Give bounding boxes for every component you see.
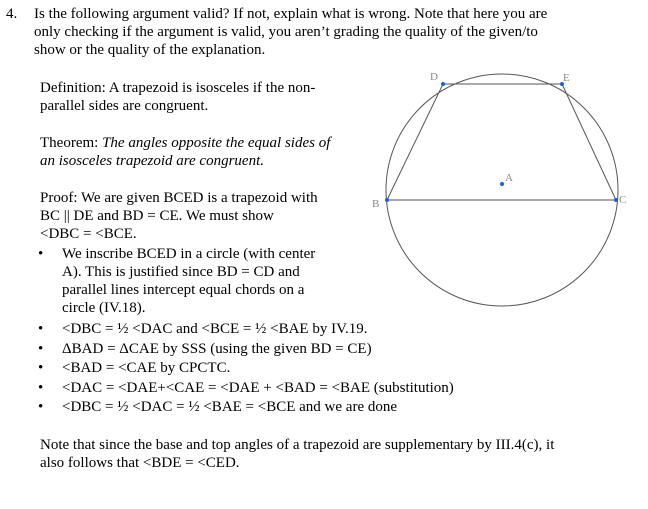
label-b: B — [372, 198, 380, 210]
bullet-1-line-3: parallel lines intercept equal chords on a — [62, 282, 305, 298]
theorem-statement-2: an isosceles trapezoid are congruent. — [40, 153, 264, 169]
bullet-5: <DAC = <DAE+<CAE = <DAE + <BAD = <BAE (substitution) — [62, 380, 454, 396]
label-d: D — [430, 71, 438, 83]
bullet-marker-5: • — [38, 380, 44, 396]
bullet-1-line-4: circle (IV.18). — [62, 300, 146, 316]
problem-number: 4. — [6, 6, 18, 22]
bullet-marker-2: • — [38, 321, 44, 337]
point-c — [614, 198, 618, 202]
definition-line-2: parallel sides are congruent. — [40, 98, 209, 114]
proof-line-3: <DBC = <BCE. — [40, 226, 137, 242]
label-e: E — [563, 72, 570, 84]
bullet-4: <BAD = <CAE by CPCTC. — [62, 360, 231, 376]
bullet-2: <DBC = ½ <DAC and <BCE = ½ <BAE by IV.19. — [62, 321, 368, 337]
bullet-marker-4: • — [38, 360, 44, 376]
question-line-1: Is the following argument valid? If not, explain what is wrong. Note that here you are — [34, 6, 548, 22]
bullet-marker-6: • — [38, 399, 44, 415]
bullet-1-line-2: A). This is justified since BD = CD and — [62, 264, 300, 280]
theorem-label: Theorem: — [40, 135, 103, 151]
question-line-2: only checking if the argument is valid, you aren’t grading the quality of the given/to — [34, 24, 538, 40]
segment-bd — [387, 84, 443, 200]
proof-line-1: Proof: We are given BCED is a trapezoid with — [40, 190, 318, 206]
question-line-3: show or the quality of the explanation. — [34, 42, 266, 58]
proof-line-2: BC || DE and BD = CE. We must show — [40, 208, 274, 224]
point-a-center — [500, 182, 504, 186]
bullet-3: ΔBAD = ΔCAE by SSS (using the given BD = CE) — [62, 341, 372, 357]
bullet-1-line-1: We inscribe BCED in a circle (with center — [62, 246, 316, 262]
label-c: C — [619, 194, 627, 206]
bullet-marker-3: • — [38, 341, 44, 357]
circumscribed-circle — [386, 74, 618, 306]
bullet-6: <DBC = ½ <DAC = ½ <BAE = <BCE and we are done — [62, 399, 398, 415]
note-line-1: Note that since the base and top angles of a trapezoid are supplementary by III.4(c), it — [40, 437, 555, 453]
note-line-2: also follows that <BDE = <CED. — [40, 455, 240, 471]
label-a: A — [505, 172, 513, 184]
point-d — [441, 82, 445, 86]
definition-line-1: Definition: A trapezoid is isosceles if the non- — [40, 80, 316, 96]
point-b — [385, 198, 389, 202]
bullet-marker-1: • — [38, 246, 44, 262]
theorem-statement-1: The angles opposite the equal sides of — [102, 135, 331, 151]
